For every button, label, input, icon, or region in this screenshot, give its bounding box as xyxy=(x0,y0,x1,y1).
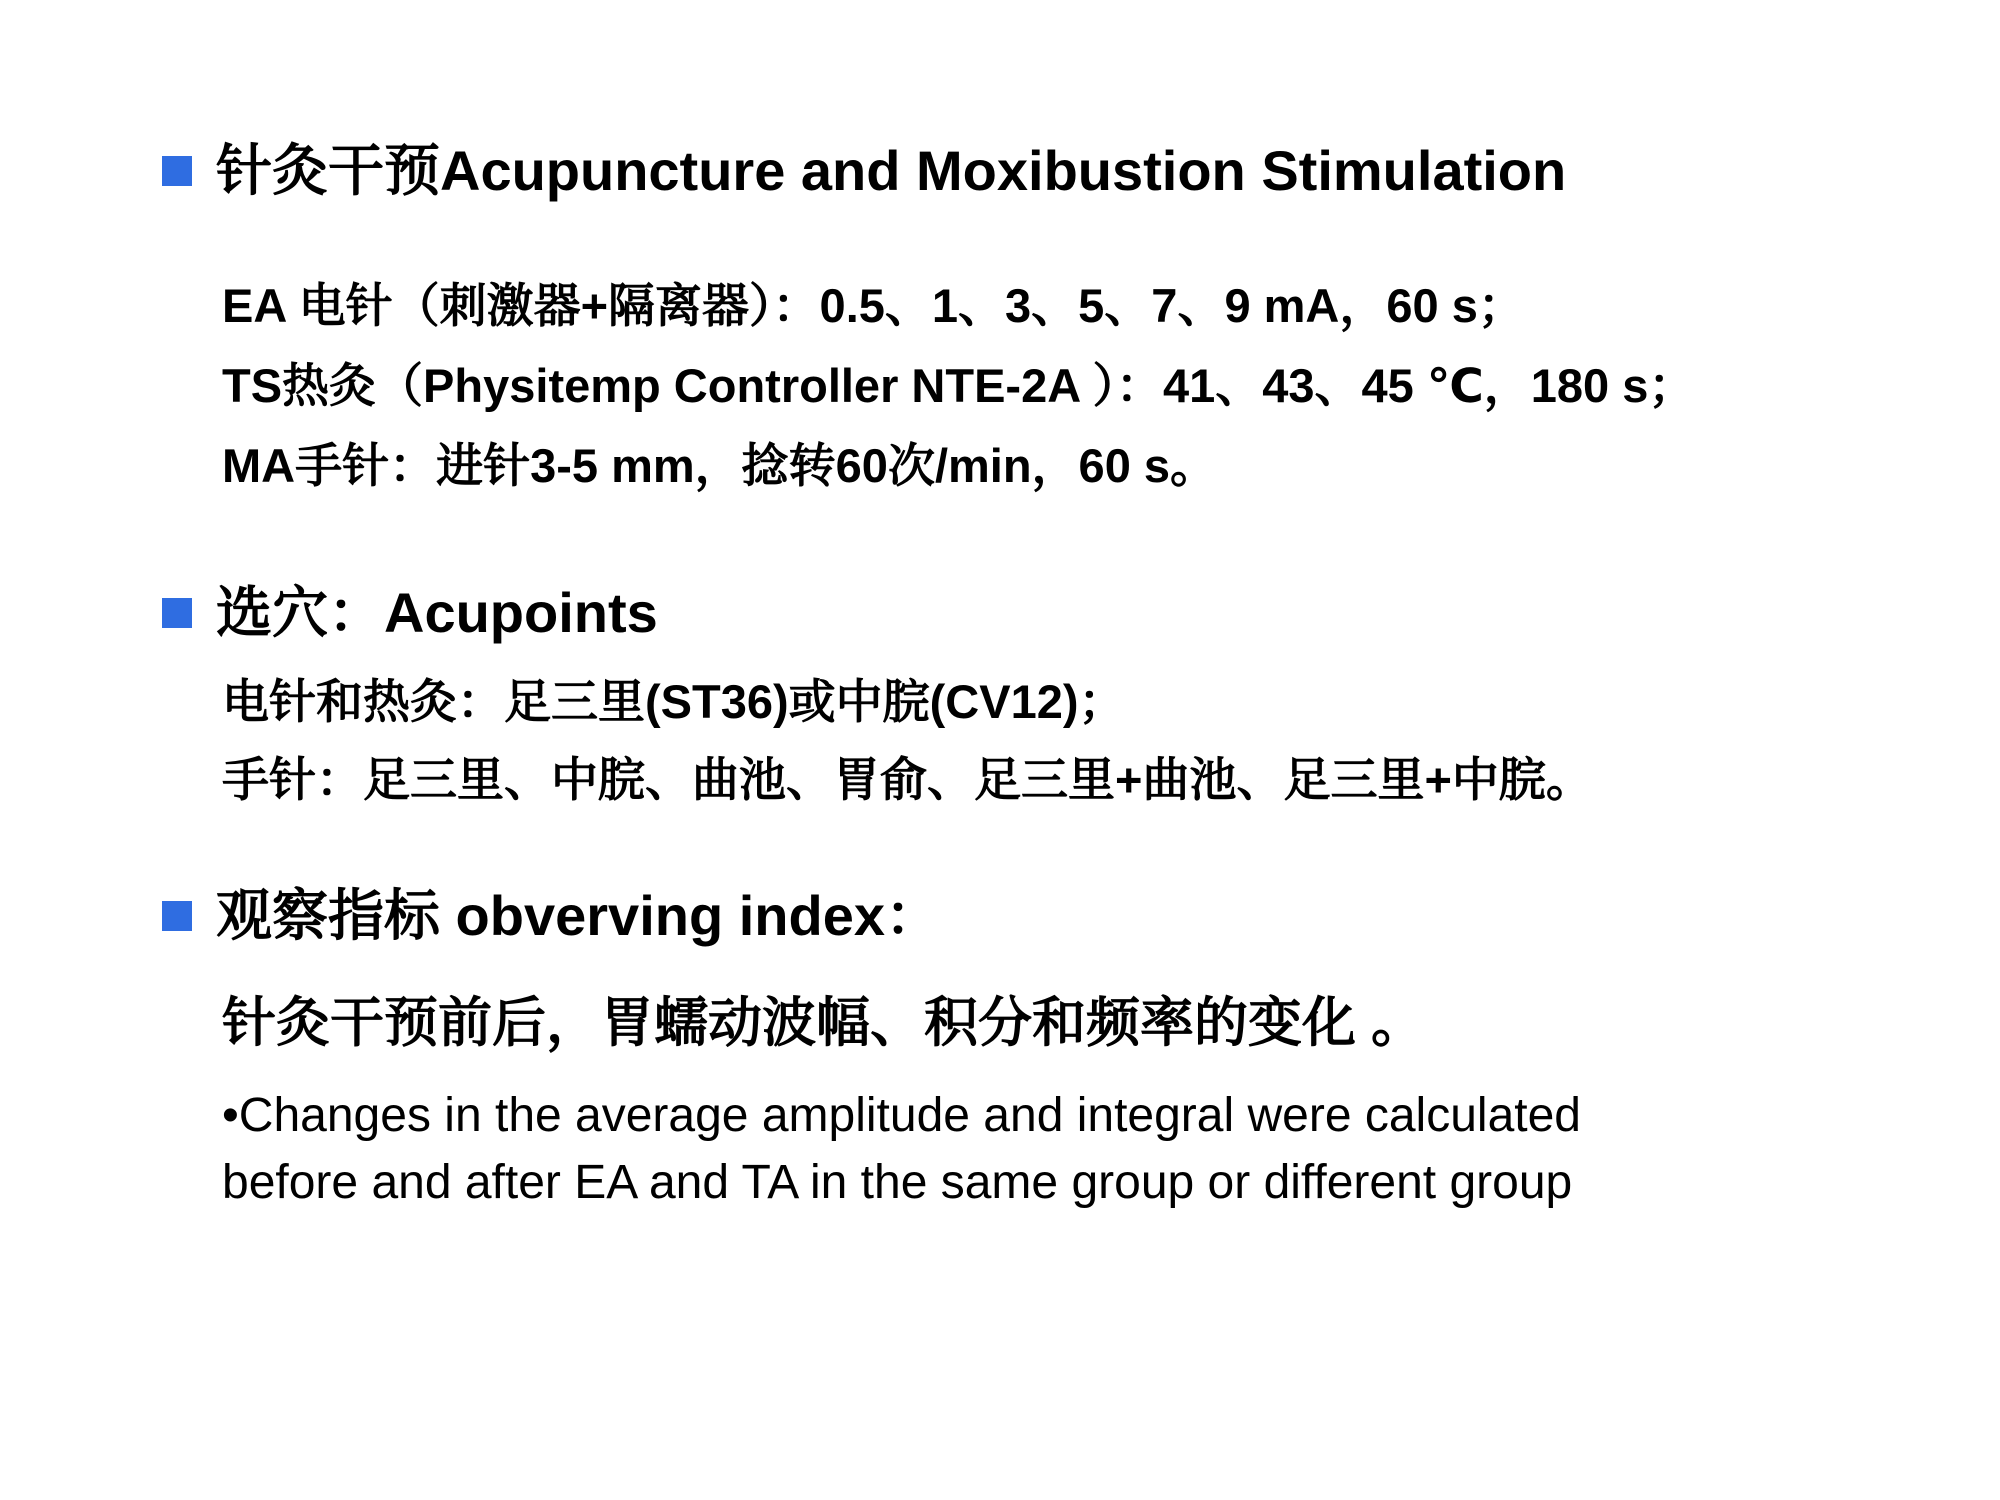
index-cn-line xyxy=(222,990,1425,1056)
index-en-line-2: before and after EA and TA in the same group or different group xyxy=(222,1156,1573,1209)
square-bullet-icon xyxy=(162,901,192,931)
index-cn-text: 针灸干预前后，胃蠕动波幅、积分和频率的变化 。 xyxy=(222,993,1426,1053)
ma-line xyxy=(222,436,1217,496)
heading-text: 选穴：Acupoints xyxy=(216,581,658,644)
ma-text: MA手针：进针3-5 mm，捻转60次/min，60 s。 xyxy=(222,439,1218,492)
heading-text: 针灸干预Acupuncture and Moxibustion Stimulation xyxy=(216,139,1567,202)
ts-text: TS热灸（Physitemp Controller NTE-2A ）：41、43、45 ℃，180 s； xyxy=(222,359,1696,412)
heading-text: 观察指标 obverving index： xyxy=(216,884,941,947)
index-en-line-1: •Changes in the average amplitude and integral were calculated xyxy=(222,1089,1581,1142)
ma-points-text: 手针：足三里、中脘、曲池、胃俞、足三里+曲池、足三里+中脘。 xyxy=(222,753,1593,806)
ea-text: EA 电针（刺激器+隔离器）：0.5、1、3、5、7、9 mA，60 s； xyxy=(222,279,1525,332)
ma-points-line xyxy=(222,750,1593,810)
ts-line xyxy=(222,356,1695,416)
ea-ts-points-text: 电针和热灸：足三里(ST36)或中脘(CV12)； xyxy=(222,675,1126,728)
square-bullet-icon xyxy=(162,598,192,628)
section-heading-index xyxy=(162,883,941,949)
section-heading-acupoints xyxy=(162,580,658,646)
ea-line xyxy=(222,276,1525,336)
square-bullet-icon xyxy=(162,156,192,186)
section-heading-stimulation xyxy=(162,138,1566,204)
ea-ts-points-line xyxy=(222,672,1126,732)
